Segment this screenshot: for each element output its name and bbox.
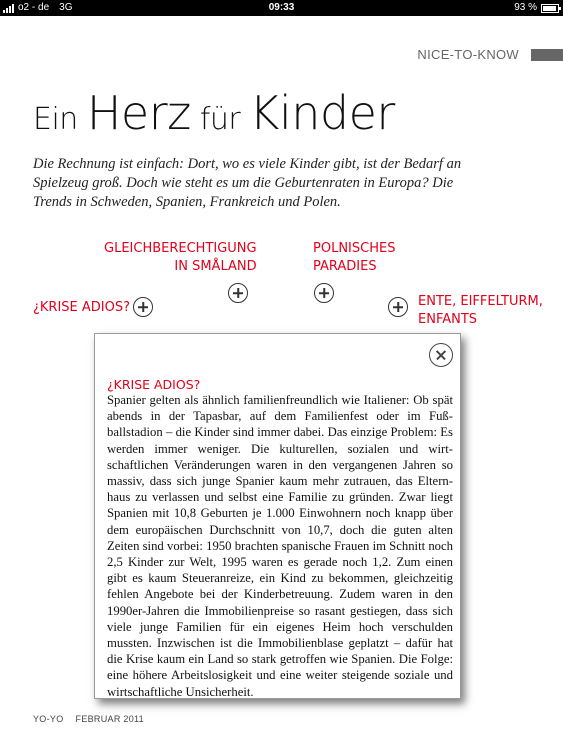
close-icon[interactable] — [429, 343, 453, 367]
hotspot-label-line: POLNISCHES — [313, 241, 396, 256]
hotspot-label-polen[interactable] — [313, 240, 395, 276]
status-bar — [0, 0, 563, 16]
page-footer — [33, 714, 144, 724]
hotspot-label-line: GLEICHBERECHTIGUNG — [104, 241, 257, 256]
battery-percent: 93 % — [514, 2, 537, 13]
page-title — [33, 86, 395, 140]
clock: 09:33 — [268, 2, 295, 13]
hotspot-label-line: IN SMÅLAND — [174, 259, 257, 274]
intro-text: Die Rechnung ist einfach: Dort, wo es viele Kinder gibt, ist der Bedarf an Spielzeug groß. Doch wie steht es um die Geburtenraten in Europa? Die Trends in Schweden, Spanien, Frankreich und Polen. — [33, 156, 462, 210]
hotspot-label-frankreich[interactable] — [418, 293, 543, 329]
hotspot-label-line: ¿KRISE ADIOS? — [33, 300, 131, 315]
hotspot-label-line: PARADIES — [313, 259, 377, 274]
footer-issue: FEBRUAR 2011 — [75, 714, 144, 724]
hotspot-plus-icon-polen[interactable] — [314, 283, 334, 303]
hotspot-label-line: ENFANTS — [418, 312, 478, 327]
section-label: NICE-TO-KNOW — [417, 47, 519, 62]
hotspot-plus-icon-spanien[interactable] — [133, 297, 153, 317]
info-popup — [94, 333, 461, 699]
title-part-herz: Herz — [86, 86, 191, 140]
carrier-label: o2 - de — [18, 2, 50, 13]
title-part-ein: Ein — [33, 102, 87, 137]
title-part-kinder: Kinder — [249, 86, 395, 140]
title-part-fuer: für — [190, 102, 250, 137]
section-marker — [531, 49, 563, 61]
hotspot-label-spanien[interactable] — [33, 299, 130, 317]
status-right — [514, 0, 559, 16]
hotspot-plus-icon-frankreich[interactable] — [388, 297, 408, 317]
popup-body-text: Spanier gelten als ähnlich familienfreundlich wie Italiener: Ob spät abends in der Tapasbar, auf dem Familienfest oder im Fußballstadion – die Kinder sind immer dabei. Das einzige Problem: Es werden immer weniger. Die kulturellen, sozialen und wirtschaftlichen Veränderungen waren in den vergangenen Jahren so massiv, dass sich junge Spanier kaum mehr zutrauen, das Elternhaus zu verlassen und selbst eine Familie zu gründen. Zwar liegt Spanien mit 10,8 Geburten je 1.000 Einwohnern noch knapp über dem europäischen Durchschnitt von 10,7, doch die guten alten Zeiten sind vorbei: 1950 brachten spanische Frauen im Schnitt noch 2,5 Kinder zur Welt, 1995 waren es gerade noch 1,2. Zum einen gibt es kaum Steueranreize, ein Kind zu bekommen, gleichzeitig fehlen Angebote bei der Kinderbetreuung. Zudem waren in den 1990er-Jahren die Immobilienpreise so rasant gestiegen, dass sich viele junge Familien für ein eigenes Heim hoch verschulden mussten. Inzwischen ist die Immobilienblase geplatzt – dafür hat die Krise kaum ein Land so stark getroffen wie Spanien. Die Folge: eine höhere Arbeitslosigkeit und eine weiter steigende soziale und wirtschaftliche Unsicherheit. — [107, 393, 453, 699]
network-label: 3G — [59, 2, 73, 13]
popup-heading: ¿KRISE ADIOS? — [107, 377, 201, 392]
battery-icon — [541, 4, 559, 13]
hotspot-label-line: ENTE, EIFFELTURM, — [418, 294, 543, 309]
footer-brand: YO-YO — [33, 714, 64, 724]
hotspot-plus-icon-smaland[interactable] — [228, 283, 248, 303]
hotspot-label-smaland[interactable] — [104, 240, 257, 276]
